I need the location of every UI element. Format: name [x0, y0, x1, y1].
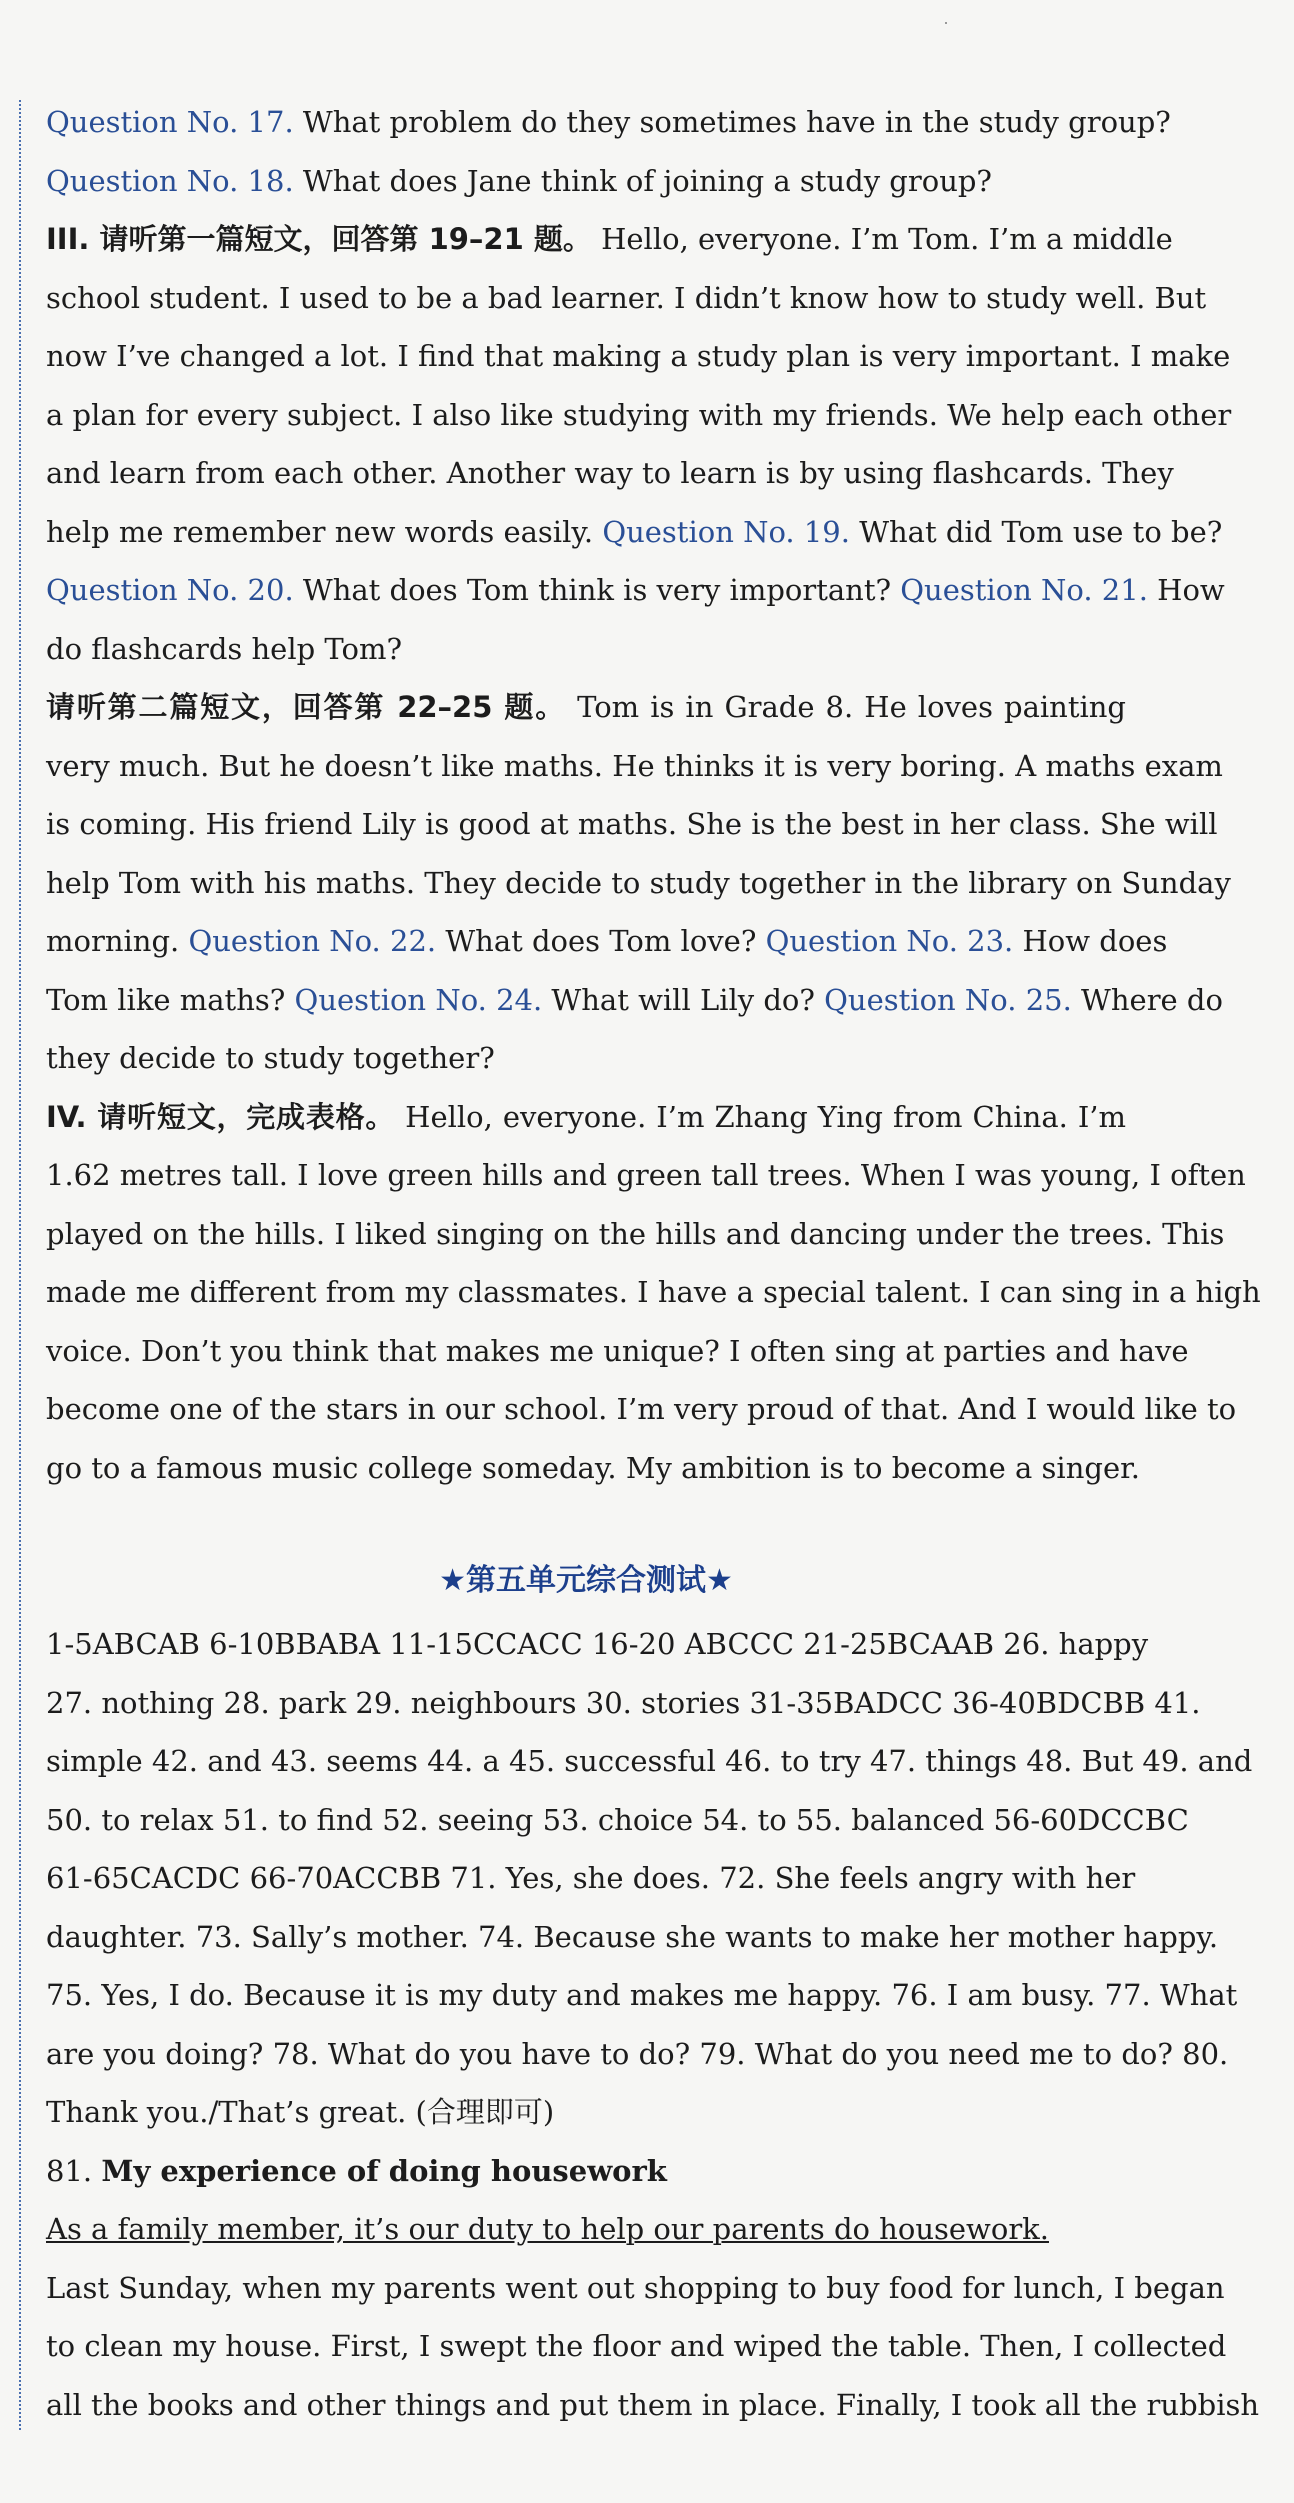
essay-line-1: Last Sunday, when my parents went out shopping to buy food for lunch, I began	[46, 2270, 1225, 2305]
unit-5-answers-line-4: 50. to relax 51. to find 52. seeing 53. choice 54. to 55. balanced 56-60DCCBC	[46, 1802, 1189, 1837]
section-3-line-2: school student. I used to be a bad learner. I didn’t know how to study well. But	[46, 280, 1207, 315]
section-4-line-4: made me different from my classmates. I have a special talent. I can sing in a high	[46, 1275, 1261, 1309]
section-3-line-1: III. 请听第一篇短文，回答第 19–21 题。 Hello, everyone. I’m Tom. I’m a middle	[46, 222, 1173, 256]
section-3-line-3: now I’ve changed a lot. I find that making a study plan is very important. I make	[46, 339, 1231, 373]
section-4-line-2: 1.62 metres tall. I love green hills and green tall trees. When I was young, I often	[46, 1158, 1246, 1192]
section-3-line-4: a plan for every subject. I also like studying with my friends. We help each other	[46, 397, 1232, 432]
scan-speck	[945, 22, 947, 24]
section-4-heading: IV. 请听短文，完成表格。	[46, 1099, 396, 1134]
passage-2-heading: 请听第二篇短文，回答第 22–25 题。	[46, 690, 567, 724]
unit-5-answers-line-2: 27. nothing 28. park 29. neighbours 30. stories 31-35BADCC 36-40BDCBB 41.	[46, 1685, 1201, 1720]
passage-2-line-6: Tom like maths? Question No. 24. What will Lily do? Question No. 25. Where do	[46, 982, 1223, 1017]
question-17-line: Question No. 17. What problem do they sometimes have in the study group?	[46, 105, 1171, 139]
unit-5-answers-line-3: simple 42. and 43. seems 44. a 45. successful 46. to try 47. things 48. But 49. and	[46, 1744, 1253, 1778]
section-3-line-8: do flashcards help Tom?	[46, 631, 402, 666]
unit-5-answers-line-7: 75. Yes, I do. Because it is my duty and makes me happy. 76. I am busy. 77. What	[46, 1978, 1238, 2012]
passage-2-line-3: is coming. His friend Lily is good at maths. She is the best in her class. She will	[46, 807, 1218, 841]
passage-2-line-1: 请听第二篇短文，回答第 22–25 题。 Tom is in Grade 8. He loves painting	[46, 690, 1126, 724]
section-3-line-6: help me remember new words easily. Question No. 19. What did Tom use to be?	[46, 514, 1223, 549]
unit-5-answers-line-8: are you doing? 78. What do you have to do? 79. What do you need me to do? 80.	[46, 2036, 1229, 2071]
unit-5-answers-line-1: 1-5ABCAB 6-10BBABA 11-15CCACC 16-20 ABCCC 21-25BCAAB 26. happy	[46, 1627, 1149, 1661]
unit-5-answers-line-9: Thank you./That’s great. (合理即可)	[46, 2095, 555, 2129]
passage-2-line-2: very much. But he doesn’t like maths. He thinks it is very boring. A maths exam	[46, 748, 1223, 783]
passage-2-line-5: morning. Question No. 22. What does Tom love? Question No. 23. How does	[46, 924, 1168, 958]
unit-5-answers-line-6: daughter. 73. Sally’s mother. 74. Because she wants to make her mother happy.	[46, 1919, 1219, 1954]
essay-line-2: to clean my house. First, I swept the floor and wiped the table. Then, I collected	[46, 2329, 1227, 2363]
section-4-line-3: played on the hills. I liked singing on the hills and dancing under the trees. This	[46, 1216, 1225, 1251]
essay-topic-sentence: As a family member, it’s our duty to help our parents do housework.	[46, 2212, 1049, 2246]
essay-heading: 81. My experience of doing housework	[46, 2153, 667, 2188]
unit-5-answers-line-5: 61-65CACDC 66-70ACCBB 71. Yes, she does. 72. She feels angry with her	[46, 1861, 1136, 1895]
page-content	[46, 93, 1261, 2434]
essay-line-3: all the books and other things and put them in place. Finally, I took all the rubbish	[46, 2387, 1260, 2422]
question-18-line: Question No. 18. What does Jane think of joining a study group?	[46, 163, 992, 198]
section-3-heading: III. 请听第一篇短文，回答第 19–21 题。	[46, 222, 592, 256]
unit-5-title: ★第五单元综合测试★	[439, 1563, 733, 1598]
passage-2-line-4: help Tom with his maths. They decide to study together in the library on Sunday	[46, 865, 1231, 900]
section-4-line-1: IV. 请听短文，完成表格。 Hello, everyone. I’m Zhang Ying from China. I’m	[46, 1099, 1126, 1134]
section-4-line-5: voice. Don’t you think that makes me unique? I often sing at parties and have	[46, 1333, 1189, 1368]
essay-title: My experience of doing housework	[101, 2153, 667, 2188]
section-4-line-7: go to a famous music college someday. My ambition is to become a singer.	[46, 1450, 1140, 1485]
section-3-line-7: Question No. 20. What does Tom think is very important? Question No. 21. How	[46, 573, 1225, 607]
margin-dotted-line	[19, 100, 21, 2430]
passage-2-line-7: they decide to study together?	[46, 1041, 495, 1075]
section-3-line-5: and learn from each other. Another way to learn is by using flashcards. They	[46, 456, 1174, 490]
section-4-line-6: become one of the stars in our school. I’m very proud of that. And I would like to	[46, 1392, 1237, 1426]
